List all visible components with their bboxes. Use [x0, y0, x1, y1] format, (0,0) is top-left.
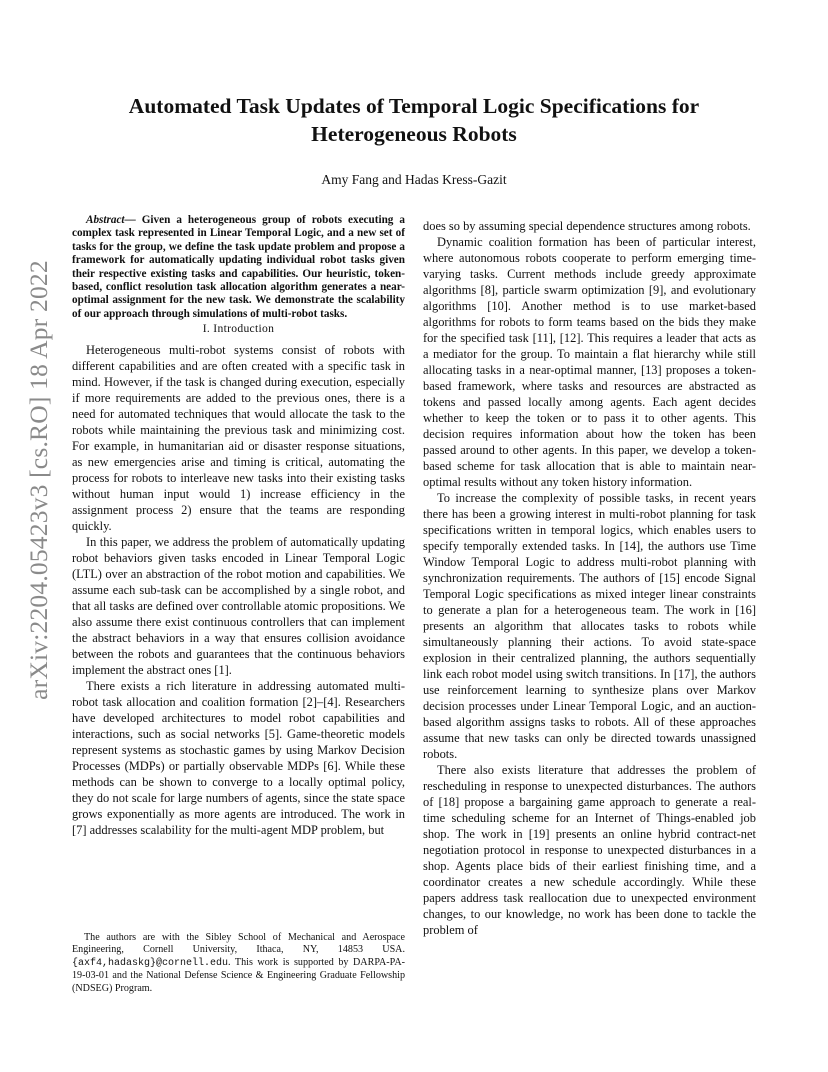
arxiv-identifier-text: arXiv:2204.05423v3 [cs.RO] 18 Apr 2022	[24, 260, 53, 700]
arxiv-identifier	[18, 260, 60, 700]
footnote-email: {axf4,hadaskg}@cornell.edu	[72, 957, 229, 969]
title-line-1: Automated Task Updates of Temporal Logic Specifications for	[128, 94, 700, 118]
section-heading-introduction: I. Introduction	[202, 322, 275, 336]
footnote-funding: . This work is supported by DARPA-PA-19-03-01 and the National Defense Science & Engineering Graduate Fellowship (NDSEG) Program.	[72, 956, 405, 994]
continued-paragraph: does so by assuming special dependence structures among robots.	[423, 219, 751, 233]
right-column	[423, 218, 756, 938]
author-footnote	[72, 932, 405, 995]
footnote-affiliation: The authors are with the Sibley School of Mechanical and Aerospace Engineering, Cornell University, Ithaca, NY, 14853 USA.	[72, 932, 405, 956]
right-paragraph-2: To increase the complexity of possible tasks, in recent years there has been a growing interest in multi-robot planning for task specifications written in temporal logics, which enables users to specify temporally extended tasks. In [14], the authors use Time Window Temporal Logic to address multi-robot planning with synchronization requirements. The authors of [15] encode Signal Temporal Logic specifications as mixed integer linear constraints to generate a plan for a heterogeneous team. The work in [16] presents an algorithm that allocates tasks to robots while simultaneously planning their actions. To avoid state-space explosion in their centralized planning, the authors sequentially link each robot model using switch transitions. In [17], the authors use reinforcement learning to synthesize plans over Markov decision processes under Linear Temporal Logic, and an auction-based algorithm assigns tasks to robots. All of these approaches assume that new tasks can only be directed towards unassigned robots.	[423, 491, 756, 761]
intro-paragraph-3: There exists a rich literature in addressing automated multi-robot task allocation and coalition formation [2]–[4]. Researchers have developed architectures to model robot capabilities and interactions, such as social networks [5]. Game-theoretic models represent systems as stochastic games by using Markov Decision Processes (MDPs) or partially observable MDPs [6]. While these methods can be shown to converge to a locally optimal policy, they do not scale for large numbers of agents, since the state space grows exponentially as more agents are introduced. The work in [7] addresses scalability for the multi-agent MDP problem, but	[72, 679, 405, 838]
paper-title	[72, 92, 756, 148]
left-column	[72, 214, 405, 838]
right-paragraph-1: Dynamic coalition formation has been of particular interest, where autonomous robots cooperate to perform emerging time-varying tasks. Current methods include greedy approximate algorithms [8], particle swarm optimization [9], and evolutionary algorithms [10]. Another method is to use market-based algorithms for robots to form teams based on the bids they make for the specified task [11], [12]. This requires a leader that acts as a mediator for the group. To maintain a flat hierarchy while still allocating tasks in a near-optimal manner, [13] proposes a token-based framework, where tasks and resources are abstracted as tokens and passed locally among agents. Each agent decides whether to keep the token or to pass it to other agents. This decision requires information about how the token has been passed around to other agents. In this paper, we develop a token-based scheme for task allocation that is able to maintain near-optimal results without any token history information.	[423, 235, 756, 489]
right-paragraph-3: There also exists literature that addresses the problem of rescheduling in response to unexpected disturbances. The authors of [18] propose a bargaining game approach to generate a real-time scheduling scheme for an Internet of Things-enabled job shop. The work in [19] presents an online hybrid contract-net negotiation protocol in response to unexpected disturbances in a shop. Agents place bids of their earliest finishing time, and a coordinator creates a new schedule accordingly. While these papers address task reallocation due to unexpected environment changes, to our knowledge, no work has been done to tackle the problem of	[423, 763, 756, 937]
intro-paragraph-1: Heterogeneous multi-robot systems consist of robots with different capabilities and are often created with a specific task in mind. However, if the task is changed during execution, especially if more requirements are added to the previous ones, there is a need for automated techniques that would allocate the task to the robots while maintaining the previous task and minimizing cost. For example, in humanitarian aid or disaster response situations, as new emergencies arise and timing is critical, automating the process for robots to interleave new tasks into their existing tasks without human input would 1) increase efficiency in the assignment process 2) ensure that the teams are responding quickly.	[72, 343, 405, 534]
title-line-2: Heterogeneous Robots	[311, 122, 517, 146]
abstract-text: — Given a heterogeneous group of robots executing a complex task represented in Linear Temporal Logic, and a new set of tasks for the group, we define the task update problem and propose a framework for automatically updating individual robot tasks given their respective existing tasks and capabilities. Our heuristic, token-based, conflict resolution task allocation algorithm generates a near-optimal assignment for the new task. We demonstrate the scalability of our approach through simulations of multi-robot tasks.	[72, 214, 405, 320]
abstract	[72, 214, 405, 321]
abstract-label: Abstract	[86, 214, 125, 226]
author-list: Amy Fang and Hadas Kress-Gazit	[321, 172, 507, 187]
intro-paragraph-2: In this paper, we address the problem of automatically updating robot behaviors given tasks encoded in Linear Temporal Logic (LTL) over an abstraction of the robot motion and capabilities. We assume each sub-task can be accomplished by a single robot, and that all tasks are defined over controllable atomic propositions. We also assume there exist continuous controllers that can implement the abstract behaviors in a way that ensures collision avoidance between the robots and guarantees that the continuous behaviors implement the abstract ones [1].	[72, 535, 405, 678]
